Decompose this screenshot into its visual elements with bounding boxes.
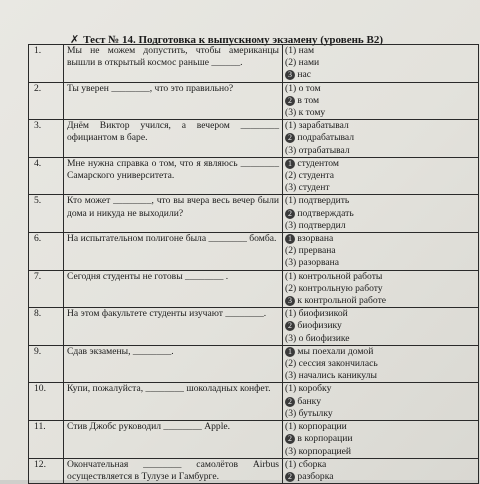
paren-close: ) — [293, 270, 299, 282]
option-number: 1 — [288, 270, 293, 282]
option-number: 2 — [288, 245, 293, 257]
circled-number-icon: 1 — [285, 347, 295, 357]
answer-options — [283, 421, 479, 459]
answer-option — [285, 370, 475, 382]
answer-option-selected — [285, 233, 475, 245]
option-number: 3 — [288, 144, 293, 156]
question-text: Купи, пожалуйста, ________ шоколадных конфет. — [64, 383, 283, 421]
question-row — [29, 383, 479, 421]
question-row — [29, 270, 479, 308]
answer-option-selected — [285, 208, 475, 220]
question-row — [29, 308, 479, 346]
question-row — [29, 120, 479, 158]
option-number: 3 — [288, 107, 293, 119]
question-number: 9. — [29, 345, 64, 383]
option-text: подтвердил — [298, 219, 346, 231]
answer-option — [285, 195, 475, 207]
option-text: бутылку — [298, 407, 333, 419]
option-text: сессия закончилась — [298, 358, 378, 370]
option-text: отрабатывал — [298, 144, 350, 156]
answer-options — [283, 195, 479, 233]
answer-option-selected — [285, 158, 475, 170]
option-text: взорвана — [297, 233, 334, 245]
circled-number-icon: 2 — [285, 321, 295, 331]
option-number: 1 — [288, 308, 293, 320]
answer-option — [285, 446, 475, 458]
option-number: 3 — [288, 445, 293, 457]
option-number: 3 — [288, 219, 293, 231]
paren-open: ( — [285, 332, 289, 344]
option-number: 2 — [288, 57, 293, 69]
option-number: 1 — [288, 45, 293, 56]
option-text: студента — [298, 170, 334, 182]
question-row — [29, 45, 479, 83]
paren-open: ( — [285, 57, 289, 69]
paren-open: ( — [285, 370, 289, 382]
question-text: Кто может ________, что вы вчера весь вечер были дома и никуда не выходили? — [64, 195, 283, 233]
option-text: разорвана — [298, 257, 340, 269]
option-text: коробку — [298, 383, 332, 395]
option-text: сборка — [298, 458, 327, 470]
question-number: 11. — [29, 421, 64, 459]
option-text: корпорацией — [298, 445, 352, 457]
answer-option — [285, 170, 475, 182]
circled-number-icon: 1 — [285, 234, 295, 244]
option-text: студентом — [297, 157, 339, 169]
circled-number-icon: 2 — [285, 209, 295, 219]
answer-option-selected — [285, 69, 475, 81]
circled-number-icon: 1 — [285, 159, 295, 169]
question-number: 2. — [29, 82, 64, 120]
option-text: в корпорации — [297, 433, 353, 445]
answer-option — [285, 182, 475, 194]
question-number: 10. — [29, 383, 64, 421]
answer-options — [283, 45, 479, 83]
option-text: о биофизике — [298, 332, 350, 344]
option-text: подтвердить — [298, 195, 350, 207]
answer-options — [283, 157, 479, 195]
paren-close: ) — [293, 282, 299, 294]
question-number: 4. — [29, 157, 64, 195]
option-text: разборка — [297, 470, 334, 482]
option-text: контрольную работу — [298, 282, 383, 294]
answer-option — [285, 257, 475, 269]
question-number: 3. — [29, 120, 64, 158]
circled-number-icon: 2 — [285, 397, 295, 407]
paren-open: ( — [285, 270, 289, 282]
question-text: Стив Джобс руководил ________ Apple. — [64, 421, 283, 459]
paren-close: ) — [293, 144, 299, 156]
question-row — [29, 345, 479, 383]
paren-close: ) — [293, 219, 299, 231]
answer-option — [285, 145, 475, 157]
option-number: 3 — [288, 257, 293, 269]
question-number: 5. — [29, 195, 64, 233]
answer-option — [285, 358, 475, 370]
option-text: нами — [298, 57, 320, 69]
option-number: 1 — [288, 195, 293, 207]
paren-close: ) — [293, 57, 299, 69]
paren-open: ( — [285, 144, 289, 156]
answer-option — [285, 57, 475, 69]
question-table — [28, 44, 479, 484]
circled-number-icon: 3 — [285, 296, 295, 306]
answer-option-selected — [285, 295, 475, 307]
question-text: На этом факультете студенты изучают ________. — [64, 308, 283, 346]
circled-number-icon: 2 — [285, 434, 295, 444]
answer-option — [285, 83, 475, 95]
option-text: к тому — [298, 107, 326, 119]
answer-option-selected — [285, 132, 475, 144]
answer-options — [283, 82, 479, 120]
option-text: к контрольной работе — [297, 295, 387, 307]
question-text: Ты уверен ________, что это правильно? — [64, 82, 283, 120]
question-text: Сдав экзамены, ________. — [64, 345, 283, 383]
option-number: 1 — [288, 383, 293, 395]
paren-open: ( — [285, 82, 289, 94]
answer-option — [285, 408, 475, 420]
answer-option-selected — [285, 433, 475, 445]
paren-open: ( — [285, 170, 289, 182]
paren-open: ( — [285, 182, 289, 194]
question-text: Мне нужна справка о том, что я являюсь ________ Самарского университета. — [64, 157, 283, 195]
paren-open: ( — [285, 195, 289, 207]
option-text: контрольной работы — [298, 270, 383, 282]
paren-open: ( — [285, 120, 289, 132]
paren-close: ) — [293, 407, 299, 419]
question-text: Днём Виктор учился, а вечером ________ официантом в баре. — [64, 120, 283, 158]
option-number: 3 — [288, 332, 293, 344]
option-number: 3 — [288, 370, 293, 382]
option-number: 1 — [288, 421, 293, 433]
paren-close: ) — [293, 120, 299, 132]
option-text: в том — [297, 94, 320, 106]
option-text: банку — [297, 395, 322, 407]
question-row — [29, 195, 479, 233]
option-number: 2 — [288, 282, 293, 294]
question-row — [29, 157, 479, 195]
answer-option — [285, 45, 475, 57]
question-rows — [29, 45, 479, 484]
option-text: подтверждать — [297, 207, 354, 219]
question-number: 7. — [29, 270, 64, 308]
answer-option-selected — [285, 95, 475, 107]
paren-close: ) — [293, 170, 299, 182]
answer-option — [285, 220, 475, 232]
option-text: подрабатывал — [297, 132, 355, 144]
answer-options — [283, 270, 479, 308]
paren-open: ( — [285, 445, 289, 457]
paren-close: ) — [293, 257, 299, 269]
answer-options — [283, 383, 479, 421]
paren-close: ) — [293, 458, 299, 470]
circled-number-icon: 2 — [285, 133, 295, 143]
question-number: 12. — [29, 458, 64, 483]
answer-option-selected — [285, 320, 475, 332]
paren-open: ( — [285, 458, 289, 470]
option-text: начались каникулы — [298, 370, 377, 382]
check-mark-icon: ✗ — [70, 34, 80, 46]
option-number: 3 — [288, 182, 293, 194]
paren-open: ( — [285, 257, 289, 269]
answer-option — [285, 245, 475, 257]
paren-open: ( — [285, 358, 289, 370]
option-text: корпорации — [298, 421, 347, 433]
paren-open: ( — [285, 308, 289, 320]
option-number: 1 — [288, 120, 293, 132]
question-row — [29, 82, 479, 120]
paren-open: ( — [285, 107, 289, 119]
paren-close: ) — [293, 195, 299, 207]
circled-number-icon: 3 — [285, 70, 295, 80]
paren-open: ( — [285, 45, 289, 56]
answer-option — [285, 308, 475, 320]
paren-close: ) — [293, 308, 299, 320]
paren-open: ( — [285, 219, 289, 231]
question-number: 1. — [29, 45, 64, 83]
option-text: студент — [298, 182, 330, 194]
question-row — [29, 233, 479, 271]
paren-close: ) — [293, 421, 299, 433]
question-text: На испытательном полигоне была ________ бомба. — [64, 233, 283, 271]
answer-option — [285, 421, 475, 433]
answer-option — [285, 459, 475, 471]
circled-number-icon: 2 — [285, 472, 295, 482]
question-number: 6. — [29, 233, 64, 271]
paren-close: ) — [293, 332, 299, 344]
option-text: зарабатывал — [298, 120, 349, 132]
paren-close: ) — [293, 383, 299, 395]
paren-close: ) — [293, 358, 299, 370]
paren-open: ( — [285, 245, 289, 257]
paren-close: ) — [293, 245, 299, 257]
question-text: Мы не можем допустить, чтобы американцы вышли в открытый космос раньше ______. — [64, 45, 283, 83]
option-number: 1 — [288, 458, 293, 470]
answer-option — [285, 383, 475, 395]
paren-close: ) — [293, 45, 299, 56]
answer-options — [283, 345, 479, 383]
option-text: биофизику — [297, 320, 342, 332]
answer-options — [283, 233, 479, 271]
option-number: 2 — [288, 170, 293, 182]
option-number: 1 — [288, 82, 293, 94]
paren-open: ( — [285, 383, 289, 395]
question-text: Сегодня студенты не готовы ________ . — [64, 270, 283, 308]
answer-option — [285, 271, 475, 283]
question-row — [29, 421, 479, 459]
option-text: мы поехали домой — [297, 345, 374, 357]
answer-option — [285, 283, 475, 295]
option-number: 2 — [288, 358, 293, 370]
paren-close: ) — [293, 107, 299, 119]
answer-option-selected — [285, 471, 475, 483]
option-text: о том — [298, 82, 321, 94]
paren-close: ) — [293, 370, 299, 382]
paren-open: ( — [285, 421, 289, 433]
test-title-text: Тест № 14. Подготовка к выпускному экзамену (уровень В2) — [83, 34, 383, 46]
question-text: Окончательная ________ самолётов Airbus осуществляется в Тулузе и Гамбурге. — [64, 458, 283, 483]
answer-option-selected — [285, 396, 475, 408]
option-text: биофизикой — [298, 308, 348, 320]
answer-option — [285, 107, 475, 119]
option-number: 3 — [288, 407, 293, 419]
paren-close: ) — [293, 445, 299, 457]
answer-option-selected — [285, 346, 475, 358]
option-text: нас — [297, 69, 312, 81]
answer-option — [285, 333, 475, 345]
answer-options — [283, 308, 479, 346]
paren-close: ) — [293, 182, 299, 194]
circled-number-icon: 2 — [285, 96, 295, 106]
paren-open: ( — [285, 407, 289, 419]
paren-close: ) — [293, 82, 299, 94]
answer-options — [283, 120, 479, 158]
answer-option — [285, 120, 475, 132]
option-text: прервана — [298, 245, 336, 257]
paren-open: ( — [285, 282, 289, 294]
option-text: нам — [298, 45, 315, 56]
question-number: 8. — [29, 308, 64, 346]
